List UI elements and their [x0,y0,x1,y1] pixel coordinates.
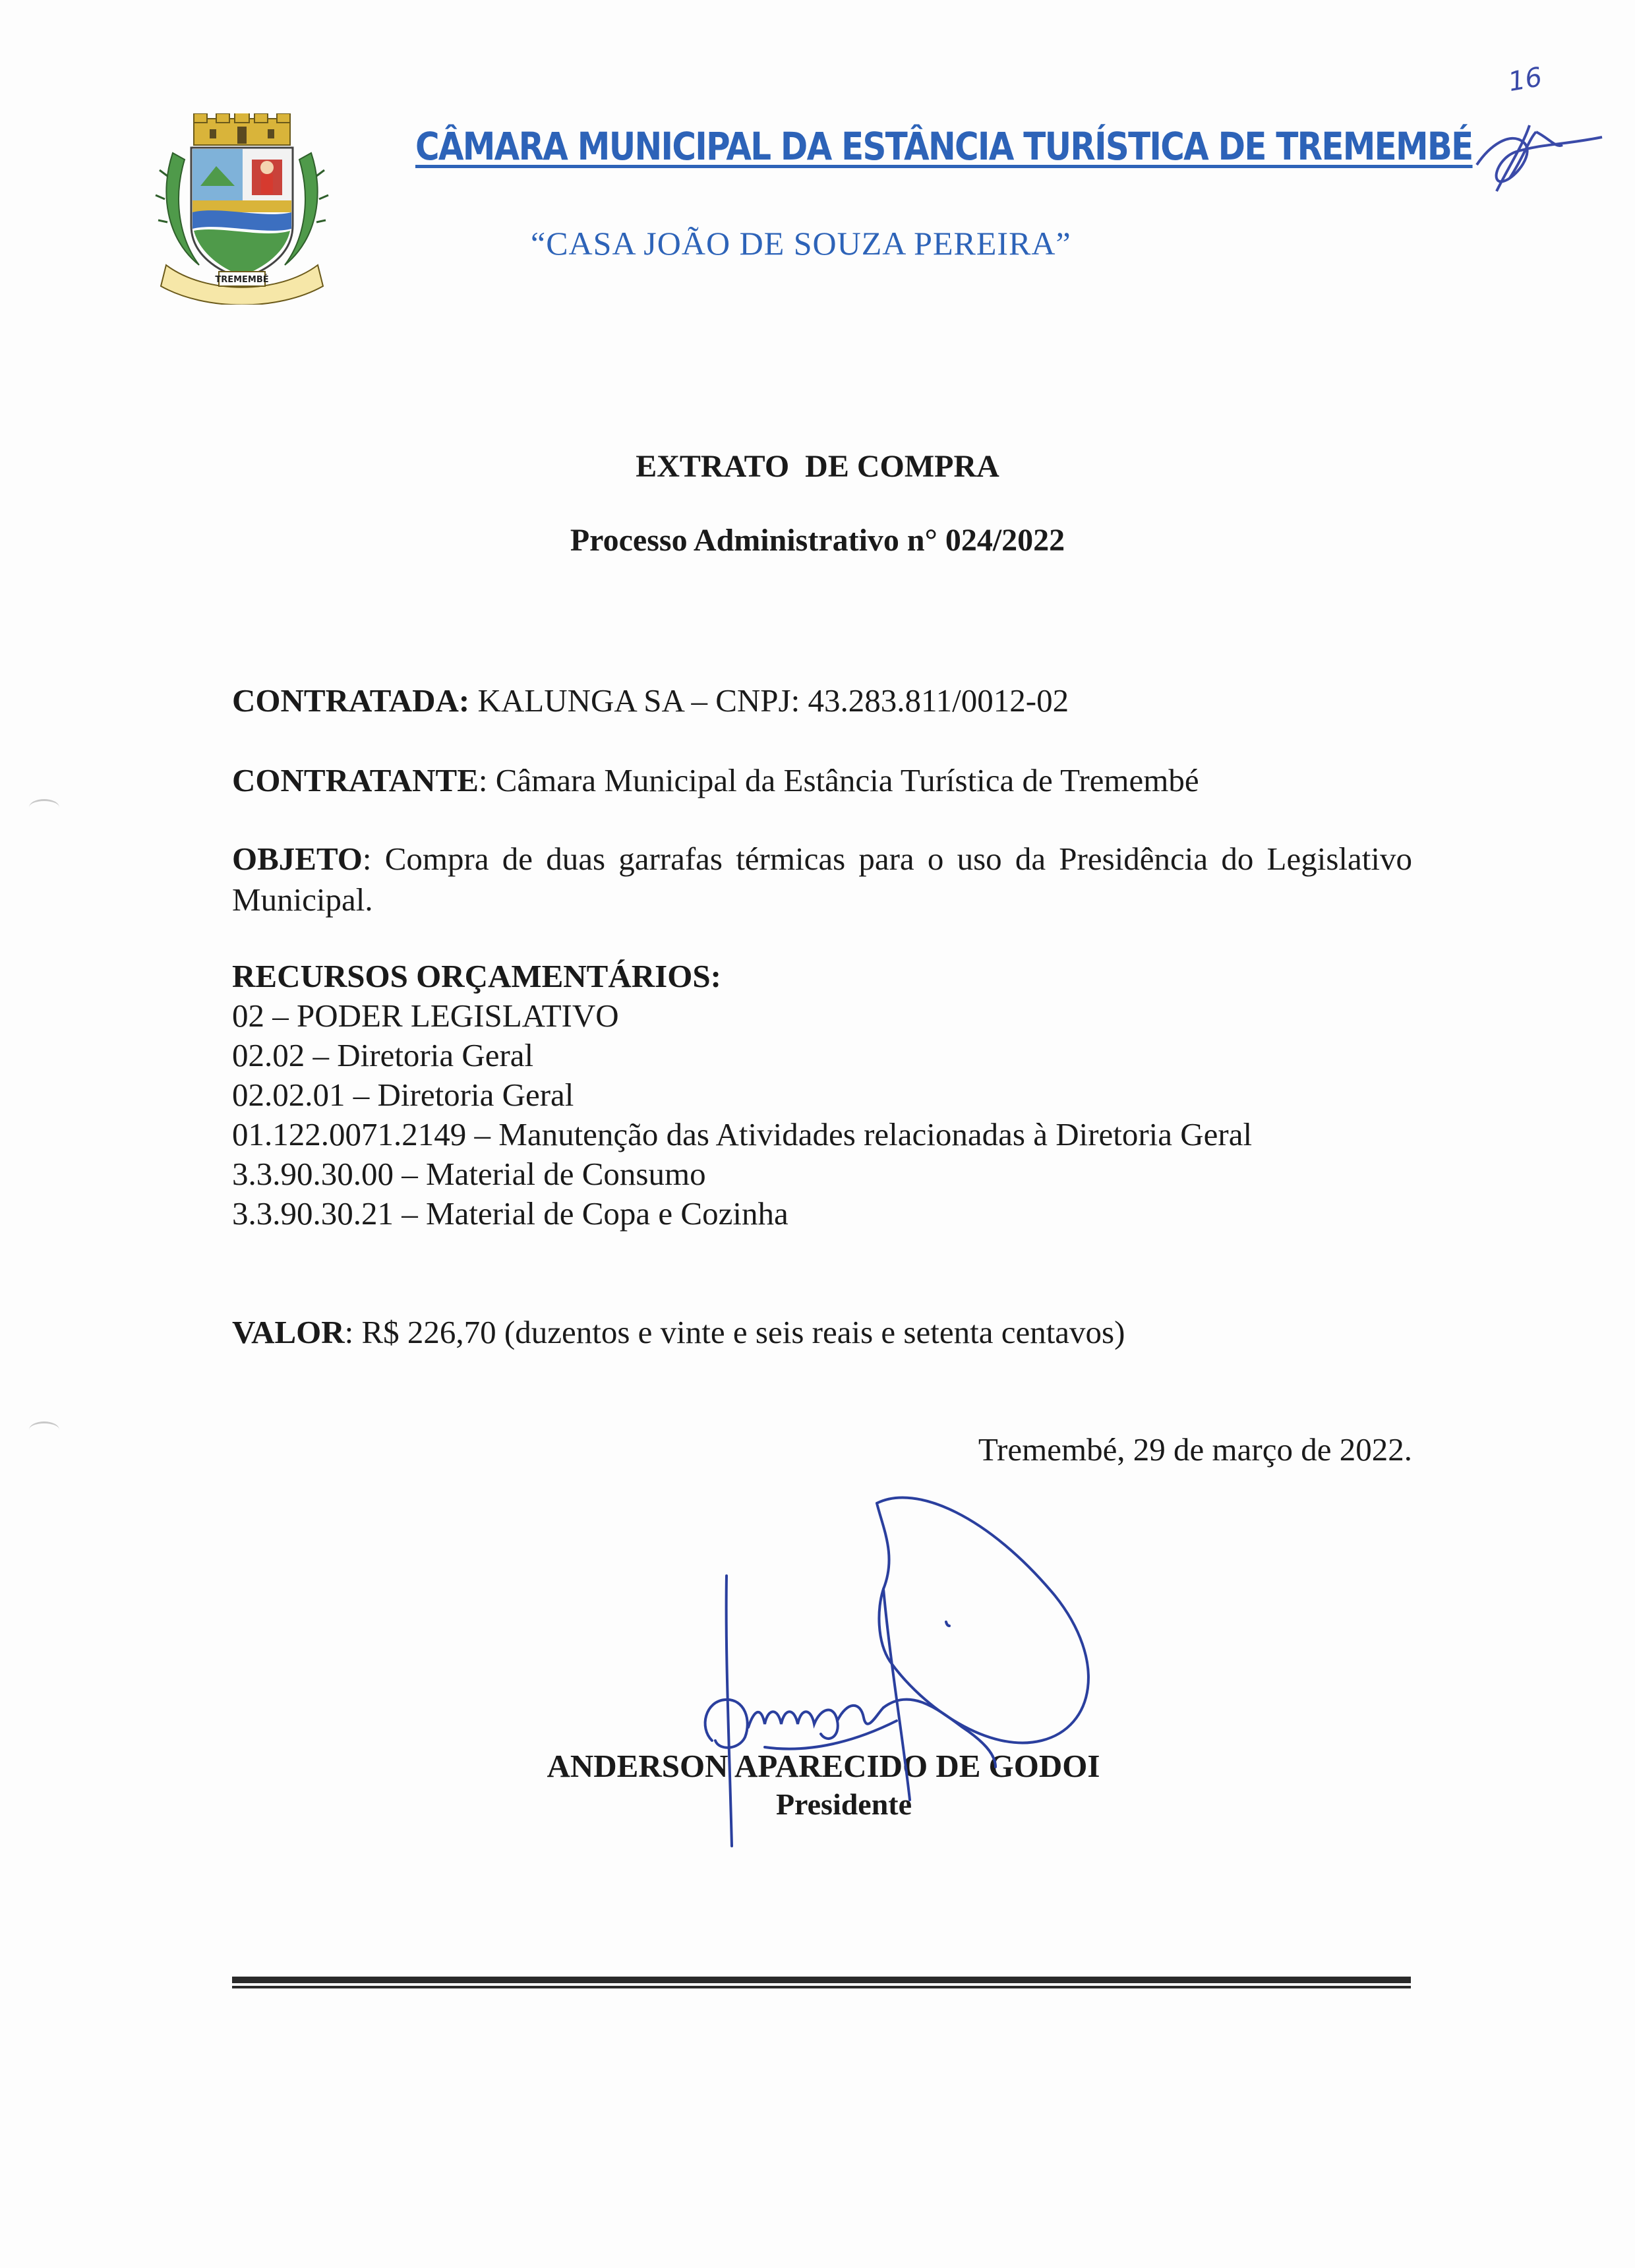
contratante-label: CONTRATANTE [232,762,479,798]
footer-divider [232,1977,1411,1990]
punch-hole-mark [29,1421,59,1438]
valor-label: VALOR [232,1314,345,1350]
footer-divider-thin [232,1986,1411,1988]
recursos-section [232,956,1412,1233]
crest-banner-text: TREMEMBÉ [215,275,269,285]
recursos-label: RECURSOS ORÇAMENTÁRIOS: [232,958,721,994]
page-number: 16 [1506,61,1545,98]
chamber-title: CÂMARA MUNICIPAL DA ESTÂNCIA TURÍSTICA DE TREMEMBÉ [415,124,1473,169]
punch-hole-mark [29,799,59,816]
contratante-value: : Câmara Municipal da Estância Turística de Tremembé [478,762,1199,798]
objeto-field [232,839,1412,920]
objeto-label: OBJETO [232,841,363,877]
valor-value: : R$ 226,70 (duzentos e vinte e seis reais e setenta centavos) [344,1314,1125,1350]
recursos-line: 01.122.0071.2149 – Manutenção das Atividades relacionadas à Diretoria Geral [232,1116,1253,1152]
valor-field [232,1312,1412,1353]
recursos-line: 02.02.01 – Diretoria Geral [232,1077,574,1113]
contratante-field [232,760,1412,801]
recursos-line: 02.02 – Diretoria Geral [232,1037,534,1073]
signer-role: Presidente [775,1787,912,1821]
handwritten-signature [686,1490,1147,1899]
recursos-line: 3.3.90.30.21 – Material de Copa e Cozinha [232,1195,788,1232]
contratada-label: CONTRATADA: [232,682,470,719]
process-number: Processo Administrativo n° 024/2022 [570,523,1065,558]
signer-name: ANDERSON APARECIDO DE GODOI [547,1748,1100,1784]
contratada-value: KALUNGA SA – CNPJ: 43.283.811/0012-02 [469,682,1069,719]
objeto-value: : Compra de duas garrafas térmicas para o uso da Presidência do Legislativo Municipal. [232,841,1412,918]
house-name: “CASA JOÃO DE SOUZA PEREIRA” [531,225,1071,262]
coat-of-arms-icon [153,113,331,305]
date-line: Tremembé, 29 de março de 2022. [978,1431,1412,1468]
recursos-line: 02 – PODER LEGISLATIVO [232,998,619,1034]
document-title: EXTRATO DE COMPRA [636,449,999,484]
footer-divider-thick [232,1977,1411,1983]
recursos-line: 3.3.90.30.00 – Material de Consumo [232,1156,706,1192]
contratada-field [232,680,1412,721]
